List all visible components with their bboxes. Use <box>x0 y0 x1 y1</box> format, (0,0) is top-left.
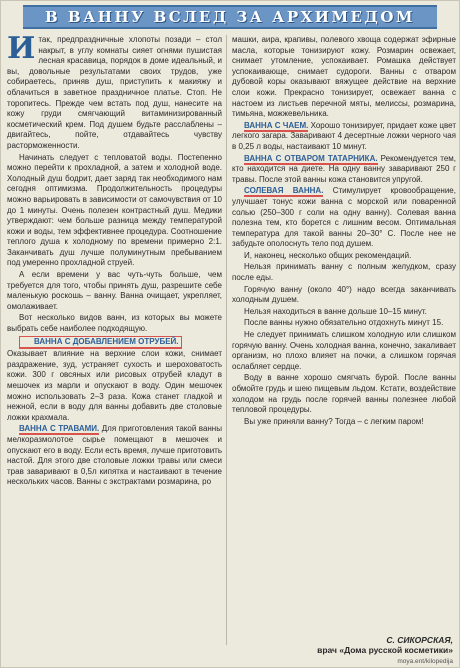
author-signature <box>317 635 453 655</box>
recommendation-item: Воду в ванне хорошо смягчать бурой. После ванны обмойте грудь и шею пищевым льдом. Кстати, воздействие холодом на грудь после горячей ванны полезнее любой тепловой процедуры. <box>232 373 456 415</box>
author-name: С. СИКОРСКАЯ, <box>386 635 453 645</box>
thistle-bath-text: Рекомендуется тем, кто находится на диете. На одну ванну заваривают 250 г травы. После этой ванны кожа становится упругой. <box>232 153 456 184</box>
herb-bath-heading: ВАННА С ТРАВАМИ. <box>19 424 100 434</box>
bath-intro-paragraph: А если времени у вас чуть-чуть больше, чем требуется для того, чтобы принять душ, разрешите себе маленькую роскошь – ванну. Ванна очищает, укрепляет, омолаживает. <box>7 270 222 311</box>
closing-paragraph: Вы уже приняли ванну? Тогда – с легким паром! <box>244 416 424 426</box>
herb-bath-section <box>7 424 222 488</box>
column-divider <box>226 35 227 645</box>
thistle-bath-section <box>232 154 456 186</box>
article-title: В ВАННУ ВСЛЕД ЗА АРХИМЕДОМ <box>44 8 416 26</box>
recommendation-item: После ванны нужно обязательно отдохнуть минут 15. <box>244 318 444 328</box>
bran-bath-section <box>7 336 222 424</box>
recommendation-item: Горячую ванну (около 40°) надо всегда заканчивать холодным душем. <box>232 284 456 305</box>
herb-continuation-paragraph: машки, аира, крапивы, полевого хвоща содержат эфирные масла, которые тонизируют кожу. Розмарин освежает, снимает утомление, успокаивает. Ромашка действует успокаивающе, снимает судороги. Ванны с отваром дубовой коры оказывают вяжущее действие на верхние слои кожи. Прекрасно тонизирует, освежает ванна с настоем из листьев перечной мяты, мелиссы, розмарина, тимьяна, можжевельника. <box>232 35 456 119</box>
bran-bath-text: Оказывает влияние на верхние слои кожи, снимает раздражение, зуд, устраняет сухость и шероховатость кожи. 300 г овсяных или рисовых отрубей кладут в мешочек из марли и опускают в воду. Один мешочек можно использовать 2–3 раза. Кожа станет гладкой и нежной, если в воду для ванны добавить две столовые ложки крахмала. <box>7 349 222 422</box>
intro-paragraph <box>7 35 222 152</box>
drop-cap: И <box>7 35 36 66</box>
salt-bath-section <box>232 186 456 250</box>
recommendation-item: Нельзя принимать ванну с полным желудком, сразу после еды. <box>232 262 456 283</box>
herb-bath-text: Для приготовления такой ванны мелкоразмолотое сырье помещают в мешочек и опускают его в воду. Если есть время, лучше приготовить настой. Для этого две столовые ложки травы или смеси трав заваривают в 0,5л кипятка и настаивают в течение нескольких часов. Ванны с экстрактами розмарина, ро <box>7 424 222 487</box>
left-column <box>7 35 222 645</box>
recommendations-intro: И, наконец, несколько общих рекомендаций. <box>244 250 412 260</box>
source-watermark: moya.ent/kilopedija <box>397 658 453 665</box>
bran-bath-heading: ВАННА С ДОБАВЛЕНИЕМ ОТРУБЕЙ. <box>19 336 182 350</box>
salt-bath-heading: СОЛЕВАЯ ВАННА. <box>244 186 324 196</box>
bath-types-paragraph: Вот несколько видов ванн, из которых вы можете выбрать себе наиболее подходящую. <box>7 313 222 334</box>
tea-bath-section <box>232 121 456 153</box>
tea-bath-heading: ВАННА С ЧАЕМ. <box>244 120 309 130</box>
intro-text: так, предпраздничные хлопоты позади – стол накрыт, в углу комнаты сияет огнями пушистая лесная красавица, порядок в доме идеальный, и вы, довольные результатами своих трудов, уже собираетесь, приняв душ, приступить к макияжу и облачиться в заветное праздничное платье. Стоп. Не торопитесь. Прежде чем встать под душ, нанесите на кожу груди смягчающий витаминизированный косметический крем. Под душем будьте расслаблены – двигайтесь, пойте, отдавайтесь чувству расторможенности. <box>7 35 222 150</box>
salt-bath-text: Стимулирует кровообращение, улучшает тонус кожи ванна с морской или поваренной солью (250–300 г соли на одну ванну). Солевая ванна полезна тем, кто борется с лишним весом. Оптимальная температура для такой ванны 20–30° С. После нее не забудьте ополоснуть тело под душем. <box>232 186 456 249</box>
author-role: врач «Дома русской косметики» <box>317 645 453 655</box>
recommendation-item: Не следует принимать слишком холодную или слишком горячую ванну. Очень холодная ванна, конечно, закаливает организм, но плохо влияет на почки, а слишком горячая ослабляет сердце. <box>232 330 456 371</box>
recommendation-item: Нельзя находиться в ванне дольше 10–15 минут. <box>244 306 427 316</box>
tea-bath-text: Хорошо тонизирует, придает коже цвет легкого загара. Заваривают 4 десертные ложки черного чая в 0,25 л воды, настаивают 10 минут. <box>232 120 456 151</box>
right-column <box>232 35 456 645</box>
thistle-bath-heading: ВАННА С ОТВАРОМ ТАТАРНИКА. <box>244 153 378 163</box>
article-title-banner <box>23 5 437 29</box>
shower-paragraph: Начинать следует с тепловатой воды. Постепенно можно перейти к прохладной, а затем и холодной воде. Холодный душ бодрит, дает заряд так необходимого нам сегодня оптимизма. Продолжительность процедуры можно варьировать в зависимости от самочувствия от 10 до 1 минуты. Очень полезен контрастный душ. Медики утверждают: чем больше разница между температурой кожи и воды, тем эффективнее процедура. Соотношение теплого душа к холодному по времени примерно 2:1. Заканчивать душ лучше полуминутным пребыванием под умеренно прохладной струей. <box>7 152 222 268</box>
